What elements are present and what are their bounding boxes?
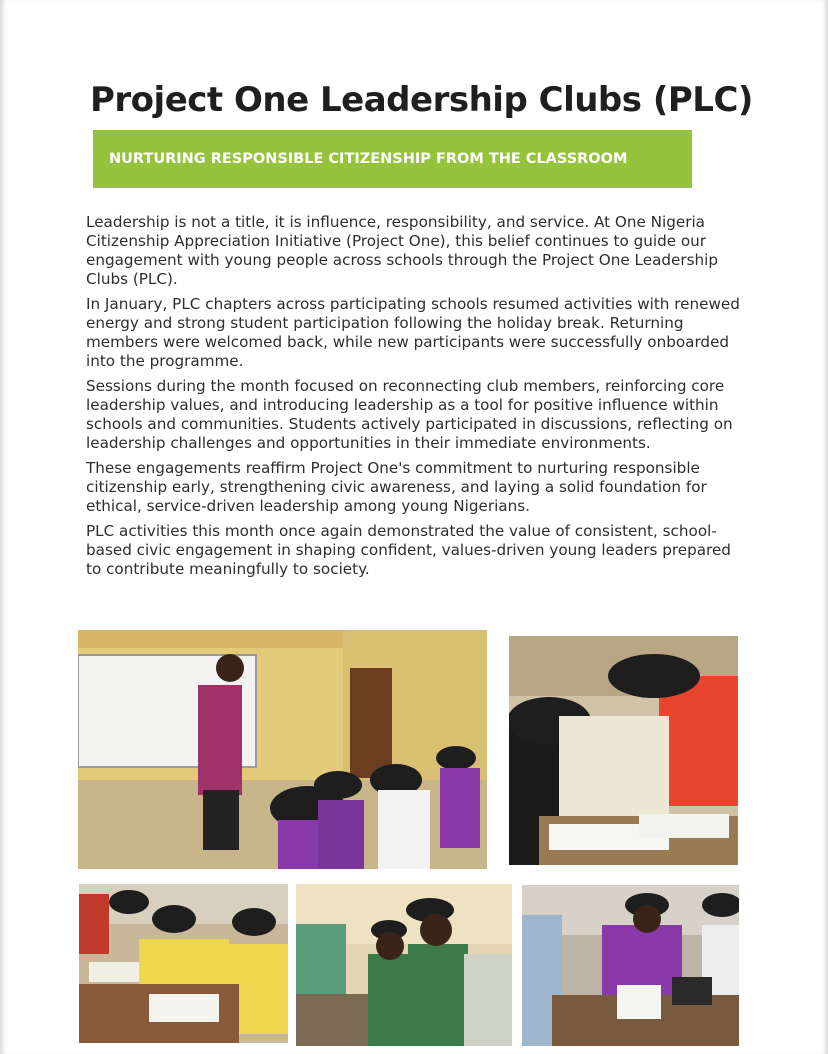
page-title: Project One Leadership Clubs (PLC) bbox=[90, 80, 753, 120]
paragraph: These engagements reaffirm Project One's commitment to nurturing responsible citizenship early, strengthening civic awareness, and laying a solid foundation for ethical, service-driven leadership among young Nigerians. bbox=[86, 459, 707, 515]
paragraph: Leadership is not a title, it is influence, responsibility, and service. At One Nigeria Citizenship Appreciation Initiative (Project One), this belief continues to guide our engagement with young people across schools through the Project One Leadership Clubs (PLC). bbox=[86, 213, 719, 288]
subtitle-banner bbox=[93, 130, 692, 188]
paragraph: In January, PLC chapters across participating schools resumed activities with renewed energy and strong student participation following the holiday break. Returning members were welcomed back, while new participants were successfully onboarded into the programme. bbox=[86, 295, 740, 370]
photo-students-writing bbox=[509, 636, 738, 865]
paragraph: PLC activities this month once again demonstrated the value of consistent, school-based civic engagement in shaping confident, values-driven young leaders prepared to contribute meaningfully to society. bbox=[86, 522, 731, 578]
article-body bbox=[86, 213, 746, 585]
paragraph: Sessions during the month focused on reconnecting club members, reinforcing core leadership values, and introducing leadership as a tool for positive influence within schools and communities. Students actively participated in discussions, reflecting on leadership challenges and opportunities in their immediate environments. bbox=[86, 377, 733, 452]
photo-students-green-uniforms bbox=[296, 884, 512, 1046]
photo-students-yellow bbox=[79, 884, 288, 1043]
banner-text: NURTURING RESPONSIBLE CITIZENSHIP FROM THE CLASSROOM bbox=[109, 151, 628, 167]
photo-students-purple-uniforms bbox=[522, 885, 739, 1046]
photo-classroom-facilitator bbox=[78, 630, 487, 869]
